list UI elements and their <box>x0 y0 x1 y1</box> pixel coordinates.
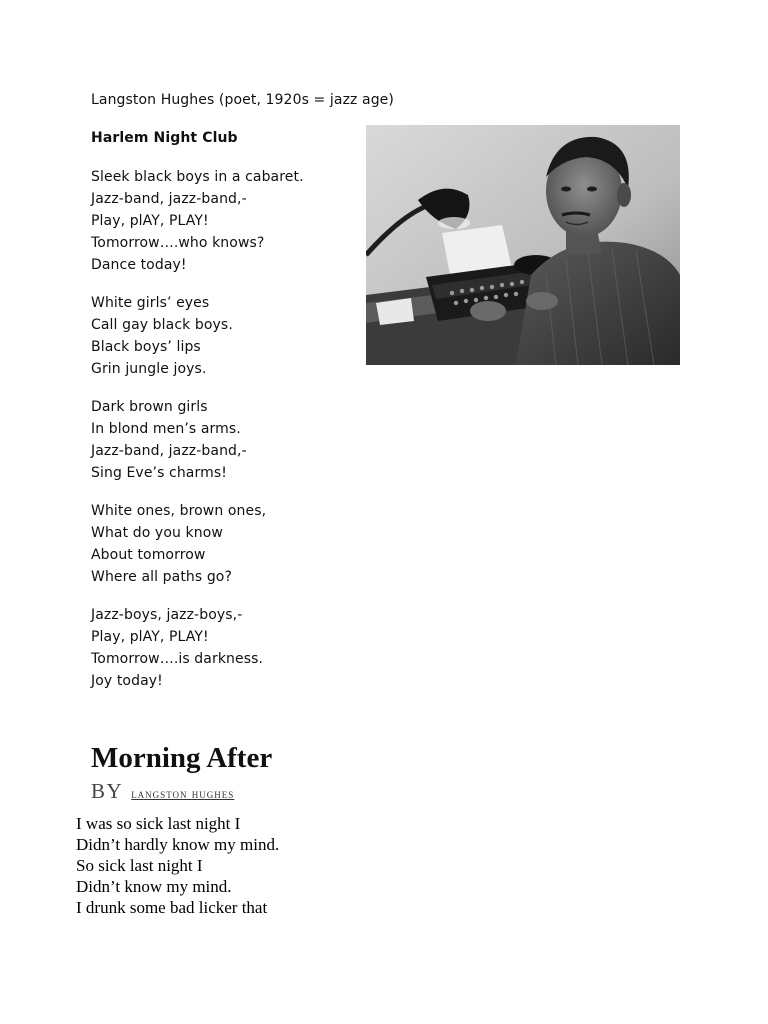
poem-morning-after <box>76 813 279 918</box>
poem-line: Dance today! <box>91 257 187 273</box>
poem-line: Dark brown girls <box>91 399 208 415</box>
poet-photo <box>366 125 680 365</box>
poem-line: Didn’t hardly know my mind. <box>76 835 280 854</box>
poem-line: Didn’t know my mind. <box>76 877 232 896</box>
byline-prefix: BY <box>91 779 124 803</box>
poem-line: Jazz-band, jazz-band,- <box>91 443 247 459</box>
stanza-1 <box>91 166 304 276</box>
poem-line: Tomorrow….who knows? <box>91 235 265 251</box>
poem-line: I was so sick last night I <box>76 814 241 833</box>
stanza-5 <box>91 604 304 692</box>
poem-title-harlem-night-club: Harlem Night Club <box>91 130 238 146</box>
poem-harlem-night-club <box>91 166 304 708</box>
poem-line: Sleek black boys in a cabaret. <box>91 169 304 185</box>
poem-line: Black boys’ lips <box>91 339 201 355</box>
poem-line: So sick last night I <box>76 856 203 875</box>
stanza-3 <box>91 396 304 484</box>
poem-line: Play, plAY, PLAY! <box>91 213 209 229</box>
poem-line: Jazz-boys, jazz-boys,- <box>91 607 243 623</box>
stanza-2 <box>91 292 304 380</box>
author-link[interactable]: langston hughes <box>131 786 235 801</box>
stanza-4 <box>91 500 304 588</box>
poem-title-morning-after: Morning After <box>91 742 273 774</box>
poem-line: What do you know <box>91 525 223 541</box>
poem-line: White girls’ eyes <box>91 295 210 311</box>
poem-line: Sing Eve’s charms! <box>91 465 227 481</box>
poem-line: Tomorrow….is darkness. <box>91 651 264 667</box>
poem-line: In blond men’s arms. <box>91 421 241 437</box>
intro-line: Langston Hughes (poet, 1920s = jazz age) <box>91 92 394 108</box>
poem-line: Jazz-band, jazz-band,- <box>91 191 247 207</box>
poem-line: About tomorrow <box>91 547 206 563</box>
poem-line: White ones, brown ones, <box>91 503 267 519</box>
poem-line: Grin jungle joys. <box>91 361 207 377</box>
poem-line: Where all paths go? <box>91 569 233 585</box>
byline <box>91 779 234 806</box>
poem-line: Joy today! <box>91 673 163 689</box>
poem-line: Play, plAY, PLAY! <box>91 629 209 645</box>
poem-line: I drunk some bad licker that <box>76 898 268 917</box>
poem-line: Call gay black boys. <box>91 317 233 333</box>
